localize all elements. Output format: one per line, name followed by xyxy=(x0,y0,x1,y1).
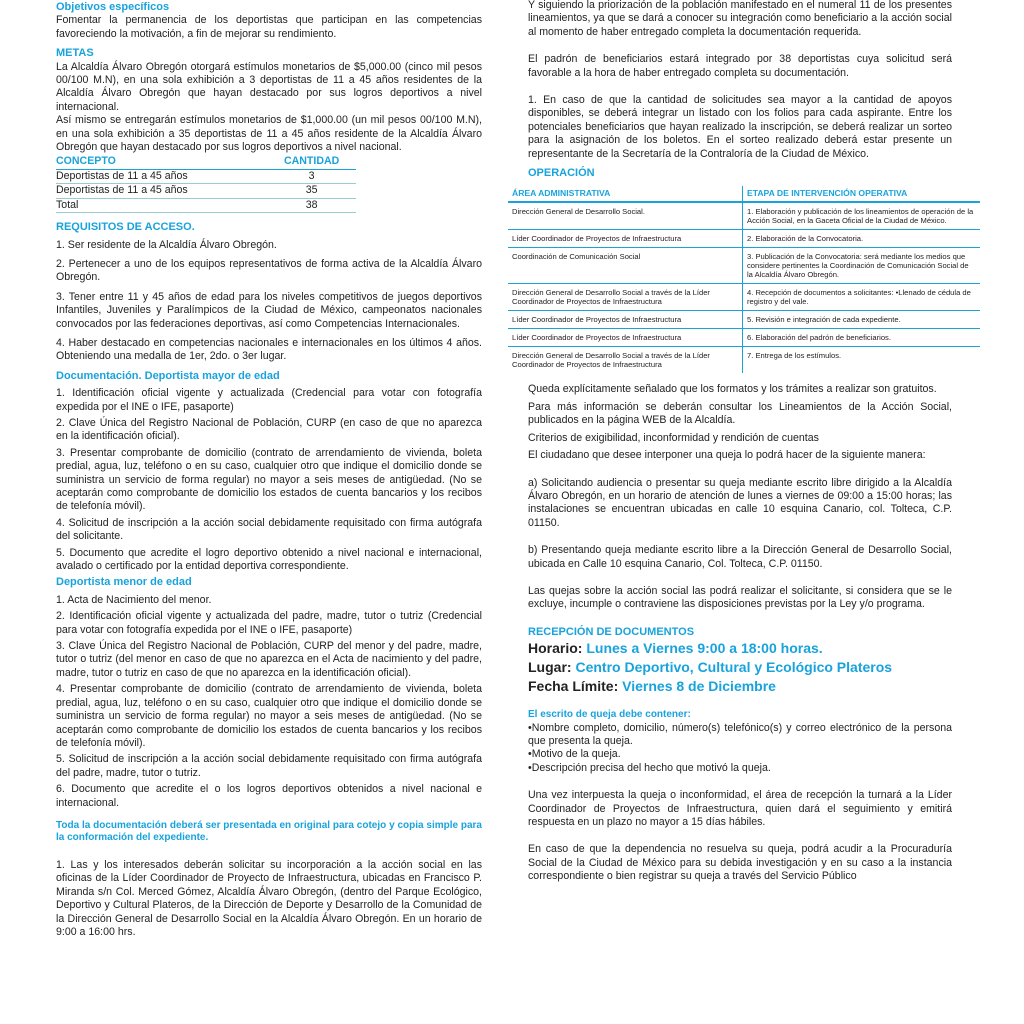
list-item: 4. Haber destacado en competencias nacionales e internacionales en los últimos 4 años. Obteniendo una medalla de 1er, 2do. o 3er lugar. xyxy=(56,336,482,363)
table-cell: 3. Publicación de la Convocatoria: será mediante los medios que considere pertinentes la Coordinación de Comunicación Social de la Alcaldía Álvaro Obregón. xyxy=(743,248,981,284)
metas-paragraph-2: Así mismo se entregarán estímulos monetarios de $1,000.00 (un mil pesos 00/100 M.N), en una sola exhibición a 35 deportistas de 11 a 45 años residente de la Alcaldía Álvaro Obregón que hayan destacado por sus logros deportivos a nivel nacional. xyxy=(56,114,482,154)
table-cell: Líder Coordinador de Proyectos de Infraestructura xyxy=(508,311,743,329)
section-title-requisitos: REQUISITOS DE ACCESO. xyxy=(56,221,195,234)
table-cell: 2. Elaboración de la Convocatoria. xyxy=(743,230,981,248)
table-row xyxy=(508,284,980,311)
lugar-label: Lugar: xyxy=(528,659,572,676)
queja-option-b: b) Presentando queja mediante escrito libre a la Dirección General de Desarrollo Social, ubicada en Calle 10 esquina Canario, Col. Tolteca, C.P. 01150. xyxy=(528,544,952,570)
list-item: 3. Tener entre 11 y 45 años de edad para los niveles competitivos de juegos deportivos Infantiles, Juveniles y Paralímpicos de la Ciudad de México, campeonatos nacionales convocados por las federaciones deportivas, así como Competencias Internacionales. xyxy=(56,290,482,330)
list-item: 2. Pertenecer a uno de los equipos representativos de forma activa de la Alcaldía Álvaro Obregón. xyxy=(56,257,482,284)
table-cell: 5. Revisión e integración de cada expediente. xyxy=(743,311,981,329)
procuraduria-paragraph: En caso de que la dependencia no resuelva su queja, podrá acudir a la Procuraduría Social de la Ciudad de México para su debida investigación y en su caso a la instancia correspondiente o bien registrar su queja a través del Servicio Público xyxy=(528,843,952,883)
list-item: 4. Solicitud de inscripción a la acción social debidamente requisitado con firma autógrafa del solicitante. xyxy=(56,516,482,543)
metas-table-header-concepto: CONCEPTO xyxy=(56,155,267,169)
section-title-doc-mayor: Documentación. Deportista mayor de edad xyxy=(56,369,280,382)
incorporation-paragraph: 1. Las y los interesados deberán solicitar su incorporación a la acción social en las oficinas de la Líder Coordinador de Proyecto de Infraestructura, ubicadas en Francisco P. Miranda s/n Col. Merced Gómez, Alcaldía Álvaro Obregón, (dentro del Parque Ecológico, Deportivo y Cultural Plateros, de la Dirección de Deporte y Desarrollo de la Comunidad de la Dirección General de Desarrollo Social en la Alcaldía Álvaro Obregón. En un horario de 9:00 a 16:00 hrs. xyxy=(56,858,482,938)
table-cell: Líder Coordinador de Proyectos de Infraestructura xyxy=(508,230,743,248)
table-cell: Dirección General de Desarrollo Social. xyxy=(508,202,743,230)
section-title-escrito: El escrito de queja debe contener: xyxy=(528,709,691,721)
queja-intro-paragraph: El ciudadano que desee interponer una queja lo podrá hacer de la siguiente manera: xyxy=(528,449,926,462)
metas-table xyxy=(56,155,356,213)
fecha-value: Viernes 8 de Diciembre xyxy=(622,678,776,695)
padron-paragraph: El padrón de beneficiarios estará integrado por 38 deportistas cuya solicitud será favorable a la hora de haber entregado completa su documentación. xyxy=(528,53,952,79)
list-item: 6. Documento que acredite el o los logros deportivos obtenidos a nivel nacional e internacional. xyxy=(56,783,482,809)
quejas-paragraph: Las quejas sobre la acción social las podrá realizar el solicitante, si considera que se le excluye, incumple o contraviene las disposiciones previstas por la Ley y/o programa. xyxy=(528,584,952,611)
list-item: 2. Identificación oficial vigente y actualizada del padre, madre, tutor o tutriz (Credencial para votar con fotografía expedida por el INE o IFE, pasaporte) xyxy=(56,610,482,636)
list-item: 3. Presentar comprobante de domicilio (contrato de arrendamiento de vivienda, boleta predial, agua, luz, teléfono o en su caso, cualquier otro que indique el domicilio donde se suministra un servicio de forma regular) no mayor a seis meses de antigüedad. (No se aceptarán como comprobante de domicilio los estados de cuenta bancarios y los recibos de telefonía móvil). xyxy=(56,446,482,513)
criterios-paragraph: Criterios de exigibilidad, inconformidad y rendición de cuentas xyxy=(528,431,819,444)
table-row xyxy=(508,311,980,329)
list-item: 2. Clave Única del Registro Nacional de Población, CURP (en caso de que no aparezca en la identificación oficial). xyxy=(56,416,482,443)
table-row xyxy=(56,198,356,212)
table-cell: Deportistas de 11 a 45 años xyxy=(56,184,267,198)
table-row xyxy=(508,347,980,374)
documentation-note: Toda la documentación deberá ser presentada en original para cotejo y copia simple para la conformación del expediente. xyxy=(56,819,482,844)
table-cell: Coordinación de Comunicación Social xyxy=(508,248,743,284)
table-cell: Dirección General de Desarrollo Social a través de la Líder Coordinador de Proyectos de Infraestructura xyxy=(508,347,743,374)
list-item: 3. Clave Única del Registro Nacional de Población, CURP del menor y del padre, madre, tutor o tutriz (del menor en caso de que no aparezca en el Acta de nacimiento y del padre, madre, tutor o tutriz en caso de que no aparezca en la identificación oficial). xyxy=(56,640,482,679)
table-row xyxy=(508,230,980,248)
list-item: 1. Identificación oficial vigente y actualizada (Credencial para votar con fotografía expedida por el INE o IFE, pasaporte) xyxy=(56,387,482,413)
horario-label: Horario: xyxy=(528,640,583,657)
list-item: 1. Ser residente de la Alcaldía Álvaro Obregón. xyxy=(56,238,277,251)
list-item: •Descripción precisa del hecho que motivó la queja. xyxy=(528,761,771,774)
table-cell: Total xyxy=(56,198,267,212)
list-item: 5. Solicitud de inscripción a la acción social debidamente requisitado con firma autógrafa del padre, madre, tutor o tutriz. xyxy=(56,753,482,779)
recepcion-lugar xyxy=(528,658,952,677)
table-cell: 6. Elaboración del padrón de beneficiarios. xyxy=(743,329,981,347)
fecha-label: Fecha Límite: xyxy=(528,678,619,695)
table-cell: Líder Coordinador de Proyectos de Infraestructura xyxy=(508,329,743,347)
table-row xyxy=(56,184,356,198)
objetivos-text: Fomentar la permanencia de los deportistas que participan en las competencias favoreciendo la motivación, a fin de mejorar su rendimiento. xyxy=(56,14,482,40)
operacion-table xyxy=(508,186,980,373)
left-column xyxy=(56,1,482,945)
table-row xyxy=(508,248,980,284)
queja-option-a: a) Solicitando audiencia o presentar su queja mediante escrito libre dirigido a la Alcaldía Álvaro Obregón, en un horario de atención de lunes a viernes de 09:00 a 15:00 horas; las instalaciones se encuentran ubicadas en calle 10 esquina Canario, col. Tolteca, C.P. 01150. xyxy=(528,476,952,529)
metas-table-header-cantidad: CANTIDAD xyxy=(267,155,356,169)
lugar-value: Centro Deportivo, Cultural y Ecológico Plateros xyxy=(575,659,893,676)
section-title-recepcion: RECEPCIÓN DE DOCUMENTOS xyxy=(528,625,695,638)
operacion-header-etapa: ETAPA DE INTERVENCIÓN OPERATIVA xyxy=(743,186,981,202)
list-item: •Nombre completo, domicilio, número(s) telefónico(s) y correo electrónico de la persona que presenta la queja. xyxy=(528,721,952,747)
operacion-header-area: ÁREA ADMINISTRATIVA xyxy=(508,186,743,202)
table-cell: 7. Entrega de los estímulos. xyxy=(747,351,842,361)
recepcion-fecha xyxy=(528,677,952,696)
sorteo-paragraph: 1. En caso de que la cantidad de solicitudes sea mayor a la cantidad de apoyos disponibles, se deberá integrar un listado con los folios para cada aspirante. Entre los potenciales beneficiarios que hayan realizado la inscripción, se deberá realizar un sorteo para la asignación de los boletos. En el sorteo realizado deberá estar presente un representante de la Secretaría de la Contraloría de la Ciudad de México. xyxy=(528,94,952,160)
section-title-metas: METAS xyxy=(56,47,94,60)
metas-paragraph-1: La Alcaldía Álvaro Obregón otorgará estímulos monetarios de $5,000.00 (cinco mil pesos 00/100 M.N), en una sola exhibición a 3 deportistas de 11 a 45 años residentes de la Alcaldía Álvaro Obregón que hayan destacado por sus logros deportivos a nivel internacional. xyxy=(56,60,482,113)
table-cell: 3 xyxy=(267,169,356,183)
list-item: •Motivo de la queja. xyxy=(528,748,621,761)
table-cell: 4. Recepción de documentos a solicitantes: •Llenado de cédula de registro y del vale. xyxy=(743,284,981,311)
table-cell: Dirección General de Desarrollo Social a través de la Líder Coordinador de Proyectos de Infraestructura xyxy=(508,284,743,311)
seguimiento-paragraph: Una vez interpuesta la queja o inconformidad, el área de recepción la turnará a la Líder Coordinador de Proyectos de Infraestructura, quien dará el seguimiento y emitirá respuesta en un plazo no mayor a 15 días hábiles. xyxy=(528,789,952,828)
right-column xyxy=(512,0,974,890)
table-cell: Deportistas de 11 a 45 años xyxy=(56,169,267,183)
recepcion-horario xyxy=(528,639,952,658)
table-cell: 35 xyxy=(267,184,356,198)
gratuitos-paragraph: Queda explícitamente señalado que los formatos y los trámites a realizar son gratuitos. xyxy=(528,383,937,396)
section-title-doc-menor: Deportista menor de edad xyxy=(56,576,192,589)
table-cell: 38 xyxy=(267,198,356,212)
list-item: 1. Acta de Nacimiento del menor. xyxy=(56,593,212,606)
section-title-operacion: OPERACIÓN xyxy=(528,167,595,180)
table-row xyxy=(56,169,356,183)
section-title-objetivos: Objetivos específicos xyxy=(56,1,170,13)
informacion-paragraph: Para más información se deberán consultar los Lineamientos de la Acción Social, publicados en la página WEB de la Alcaldía. xyxy=(528,400,952,427)
table-cell: 1. Elaboración y publicación de los lineamientos de operación de la Acción Social, en la Gaceta Oficial de la Ciudad de México. xyxy=(743,202,981,230)
list-item: 4. Presentar comprobante de domicilio (contrato de arrendamiento de vivienda, boleta predial, agua, luz, teléfono o en su caso, cualquier otro que indique el domicilio donde se suministra un servicio de forma regular) no mayor a seis meses de antigüedad. (No se aceptarán como comprobante de domicilio los estados de cuenta bancarios y los recibos de telefonía móvil). xyxy=(56,683,482,749)
priorizacion-paragraph: Y siguiendo la priorización de la población manifestado en el numeral 11 de los presentes lineamientos, ya que se dará a conocer su integración como beneficiario a la acción social al momento de haber entregado completa la documentación requerida. xyxy=(528,0,952,38)
list-item: 5. Documento que acredite el logro deportivo obtenido a nivel nacional e internacional, avalado o certificado por la entidad deportiva correspondiente. xyxy=(56,546,482,573)
table-row xyxy=(508,202,980,230)
horario-value: Lunes a Viernes 9:00 a 18:00 horas. xyxy=(586,640,823,657)
table-row xyxy=(508,329,980,347)
